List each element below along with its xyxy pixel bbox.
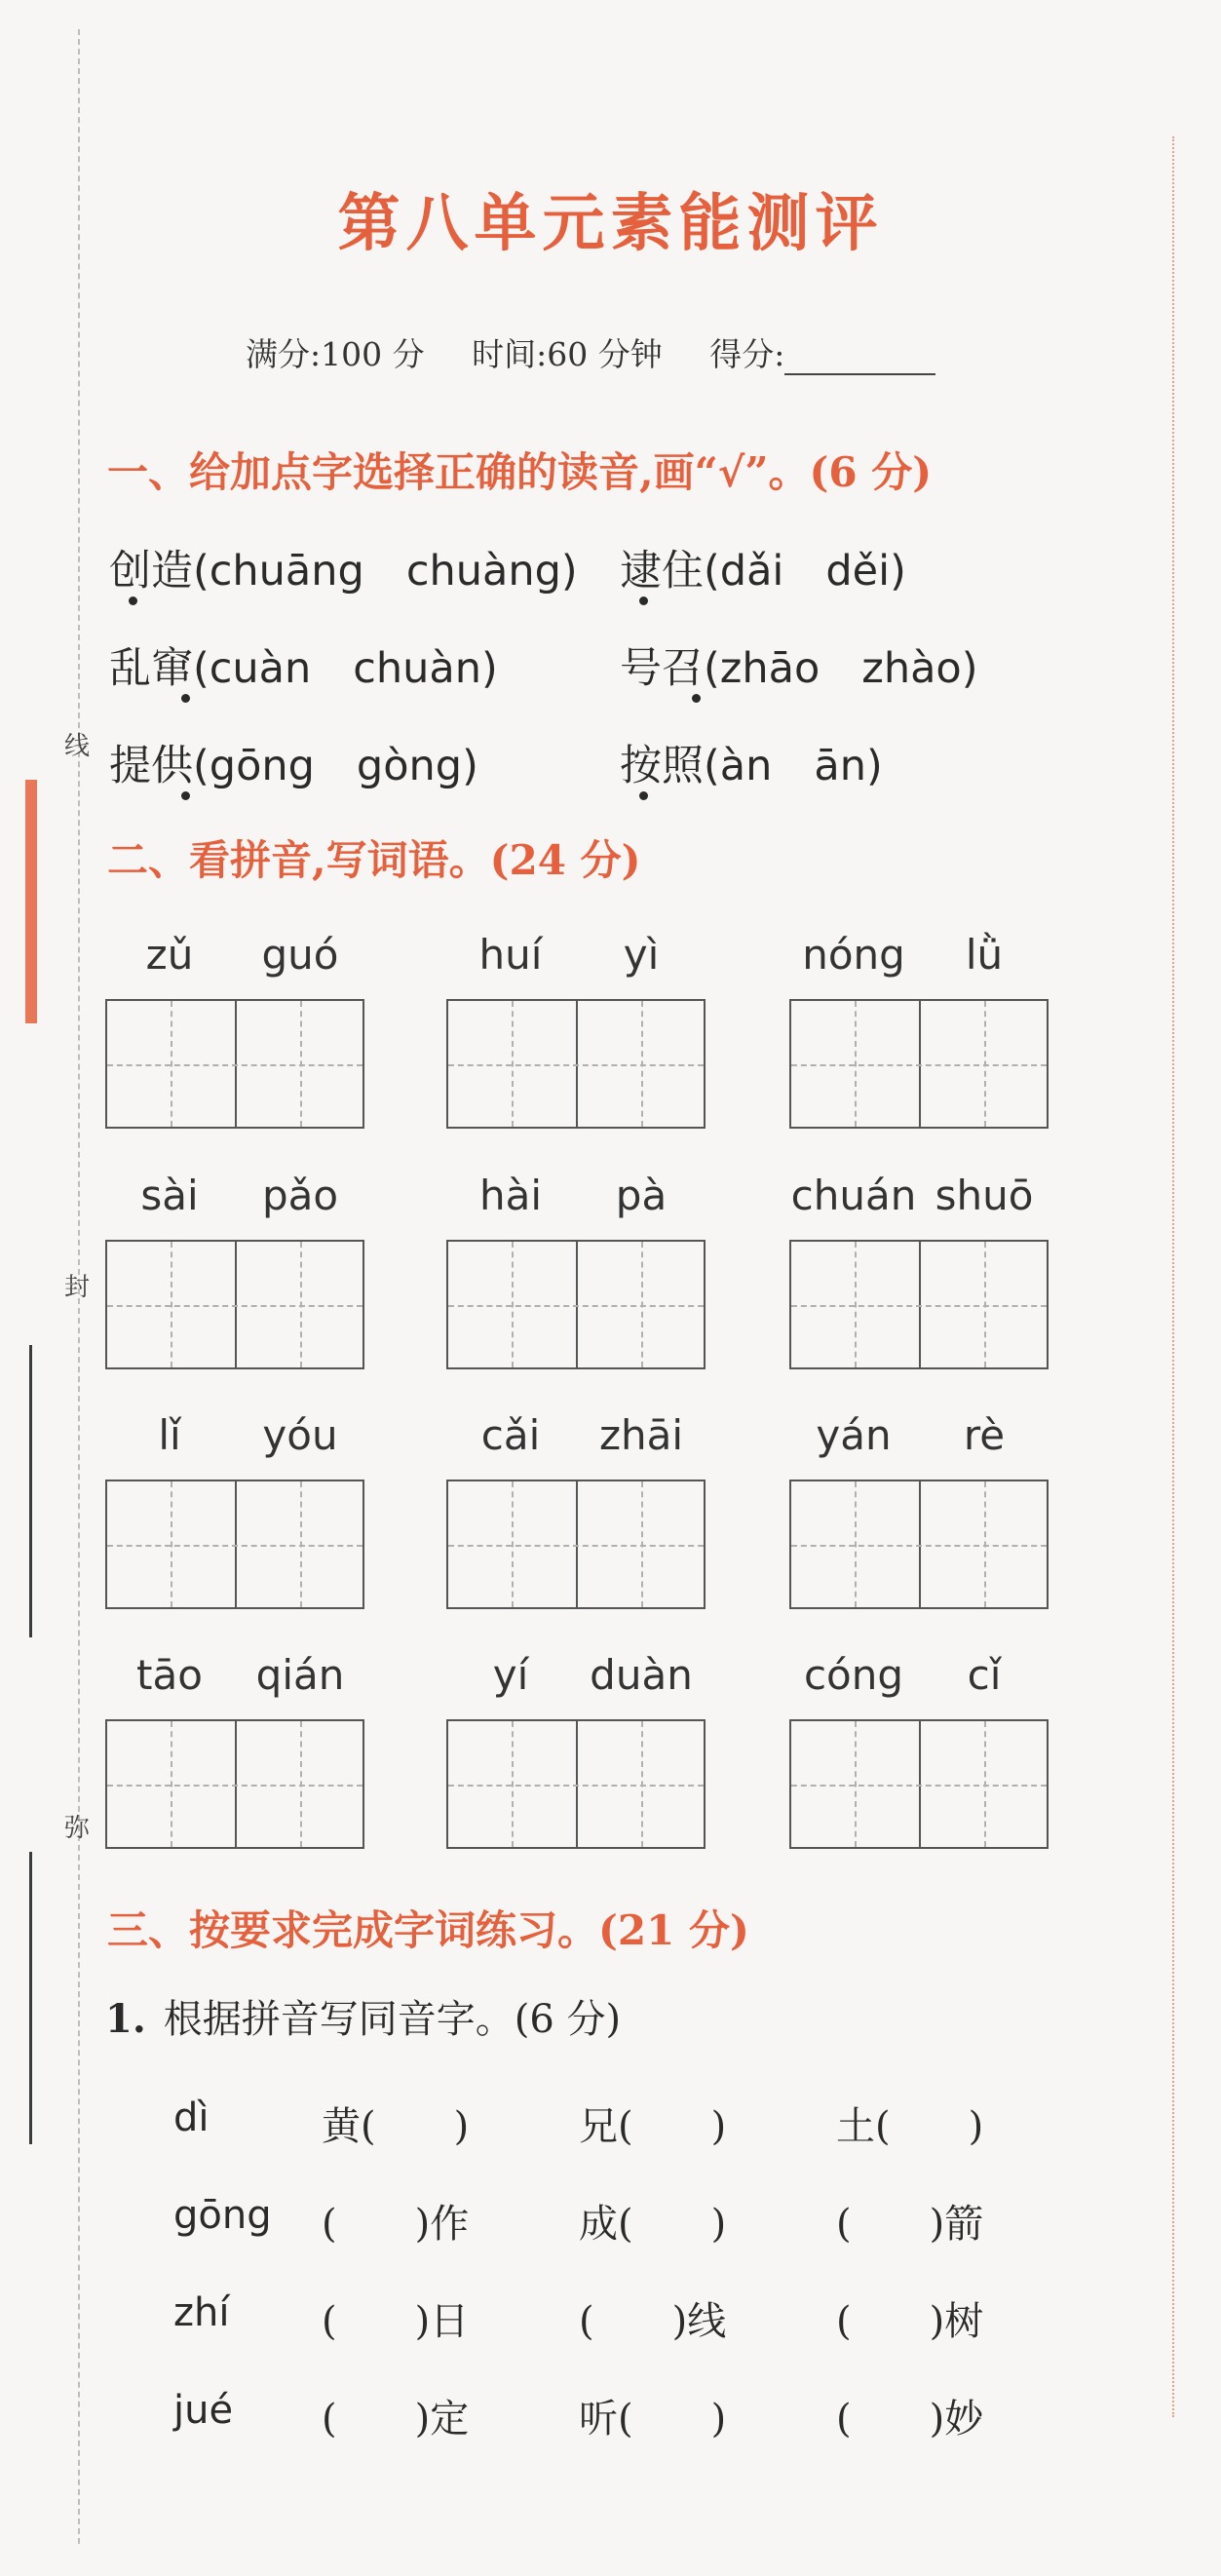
s1-item-2: 逮住(dǎi děi) [620,547,906,596]
tianzige-box[interactable] [789,1240,1049,1369]
page-title: 第八单元素能测评 [337,187,884,260]
row-blank-a[interactable]: ( )作 [322,2202,470,2247]
grid-guide-line [791,1305,1047,1307]
pinyin-syllable: lǜ [965,931,1004,979]
pinyin-syllable: yì [623,931,660,979]
grid-guide-line [300,1242,302,1367]
tianzige-box[interactable] [789,1480,1049,1609]
grid-guide-line [984,1481,986,1607]
grid-guide-line [641,1001,643,1127]
grid-guide-line [855,1481,857,1607]
tianzige-box[interactable] [789,999,1049,1129]
row-pinyin: zhí [173,2290,230,2335]
pinyin-syllable: zhāi [598,1411,684,1459]
grid-guide-line [107,1064,362,1066]
score-info [246,329,973,375]
row-blank-a[interactable]: ( )日 [322,2299,470,2344]
section1-heading: 一、给加点字选择正确的读音,画“√”。(6 分) [107,448,933,496]
grid-guide-line [791,1064,1047,1066]
question-1-number: 1. [105,1996,146,2042]
tianzige-box[interactable] [105,1719,364,1849]
question-1 [105,1988,621,2044]
pinyin-syllable: lǐ [158,1411,181,1459]
pinyin-syllable: cóng [803,1651,904,1699]
s1-item-3: 乱窜(cuàn chuàn) [109,644,498,693]
s1-item-6: 按照(àn ān) [620,742,883,790]
emphasis-dot [639,791,648,800]
pinyin-syllable: chuán [790,1172,917,1219]
section2-heading: 二、看拼音,写词语。(24 分) [107,836,641,884]
tianzige-box[interactable] [446,999,706,1129]
grid-guide-line [171,1001,172,1127]
s1-item-1: 创造(chuāng chuàng) [109,547,578,596]
pinyin-syllable: tāo [136,1651,203,1699]
s1-item-5: 提供(gōng gòng) [109,742,478,790]
pinyin-syllable: cǐ [967,1651,1002,1699]
tianzige-box[interactable] [446,1719,706,1849]
tianzige-box[interactable] [105,999,364,1129]
row-blank-c[interactable]: 土( ) [836,2104,984,2149]
row-blank-c[interactable]: ( )妙 [836,2397,984,2441]
pinyin-syllable: hài [478,1172,543,1219]
grid-guide-line [984,1721,986,1847]
row-blank-c[interactable]: ( )树 [836,2299,984,2344]
grid-guide-line [448,1785,704,1787]
row-blank-b[interactable]: 成( ) [579,2202,727,2247]
score-label: 得分: [709,335,785,373]
grid-guide-line [171,1242,172,1367]
grid-guide-line [107,1545,362,1547]
grid-guide-line [448,1305,704,1307]
tianzige-box[interactable] [105,1240,364,1369]
tianzige-box[interactable] [789,1719,1049,1849]
grid-guide-line [791,1545,1047,1547]
grid-guide-line [984,1242,986,1367]
pinyin-syllable: yán [816,1411,892,1459]
pinyin-syllable: zǔ [145,931,194,979]
s1-item-4: 号召(zhāo zhào) [620,644,978,693]
pinyin-syllable: rè [963,1411,1006,1459]
grid-guide-line [300,1001,302,1127]
right-dotted-border [1172,136,1174,2417]
section3-heading: 三、按要求完成字词练习。(21 分) [107,1906,749,1954]
pinyin-syllable: qián [255,1651,345,1699]
grid-guide-line [855,1001,857,1127]
binding-label-secret: 弥 [64,1814,91,1843]
time-limit: 时间:60 分钟 [472,335,663,373]
binding-label-seal: 封 [64,1273,91,1302]
row-blank-b[interactable]: 听( ) [579,2397,727,2441]
pinyin-syllable: yí [492,1651,529,1699]
row-blank-a[interactable]: ( )定 [322,2397,470,2441]
emphasis-dot [692,694,701,703]
full-score: 满分:100 分 [246,335,425,373]
pinyin-syllable: huí [478,931,543,979]
grid-guide-line [791,1785,1047,1787]
binding-solid-line-bottom [29,1852,32,2144]
emphasis-dot [181,791,190,800]
row-pinyin: dì [173,2095,210,2140]
pinyin-syllable: yóu [262,1411,338,1459]
grid-guide-line [107,1305,362,1307]
pinyin-syllable: pà [615,1172,668,1219]
tianzige-box[interactable] [105,1480,364,1609]
grid-guide-line [300,1721,302,1847]
emphasis-dot [181,694,190,703]
grid-guide-line [512,1481,514,1607]
tianzige-box[interactable] [446,1480,706,1609]
grid-guide-line [171,1481,172,1607]
question-1-text: 根据拼音写同音字。(6 分) [163,1997,622,2042]
grid-guide-line [641,1242,643,1367]
row-blank-b[interactable]: 兄( ) [579,2104,727,2149]
grid-guide-line [512,1721,514,1847]
grid-guide-line [512,1242,514,1367]
grid-guide-line [448,1064,704,1066]
grid-guide-line [641,1721,643,1847]
grid-guide-line [171,1721,172,1847]
row-pinyin: gōng [173,2193,272,2238]
binding-label-line: 线 [64,732,91,761]
row-blank-c[interactable]: ( )箭 [836,2202,984,2247]
pinyin-syllable: cǎi [480,1411,541,1459]
pinyin-syllable: shuō [935,1172,1034,1219]
grid-guide-line [448,1545,704,1547]
pinyin-syllable: nóng [802,931,905,979]
row-pinyin: jué [173,2388,234,2433]
grid-guide-line [984,1001,986,1127]
score-blank[interactable] [784,344,935,375]
binding-color-mark [25,780,37,1023]
binding-solid-line-top [29,1345,32,1637]
tianzige-box[interactable] [446,1240,706,1369]
row-blank-a[interactable]: 黄( ) [322,2104,470,2149]
grid-guide-line [855,1721,857,1847]
grid-guide-line [855,1242,857,1367]
emphasis-dot [639,596,648,605]
grid-guide-line [641,1481,643,1607]
row-blank-b[interactable]: ( )线 [579,2299,727,2344]
pinyin-syllable: sài [140,1172,199,1219]
grid-guide-line [107,1785,362,1787]
emphasis-dot [129,596,137,605]
pinyin-syllable: pǎo [261,1172,339,1219]
grid-guide-line [300,1481,302,1607]
grid-guide-line [512,1001,514,1127]
pinyin-syllable: duàn [590,1651,693,1699]
pinyin-syllable: guó [261,931,339,979]
